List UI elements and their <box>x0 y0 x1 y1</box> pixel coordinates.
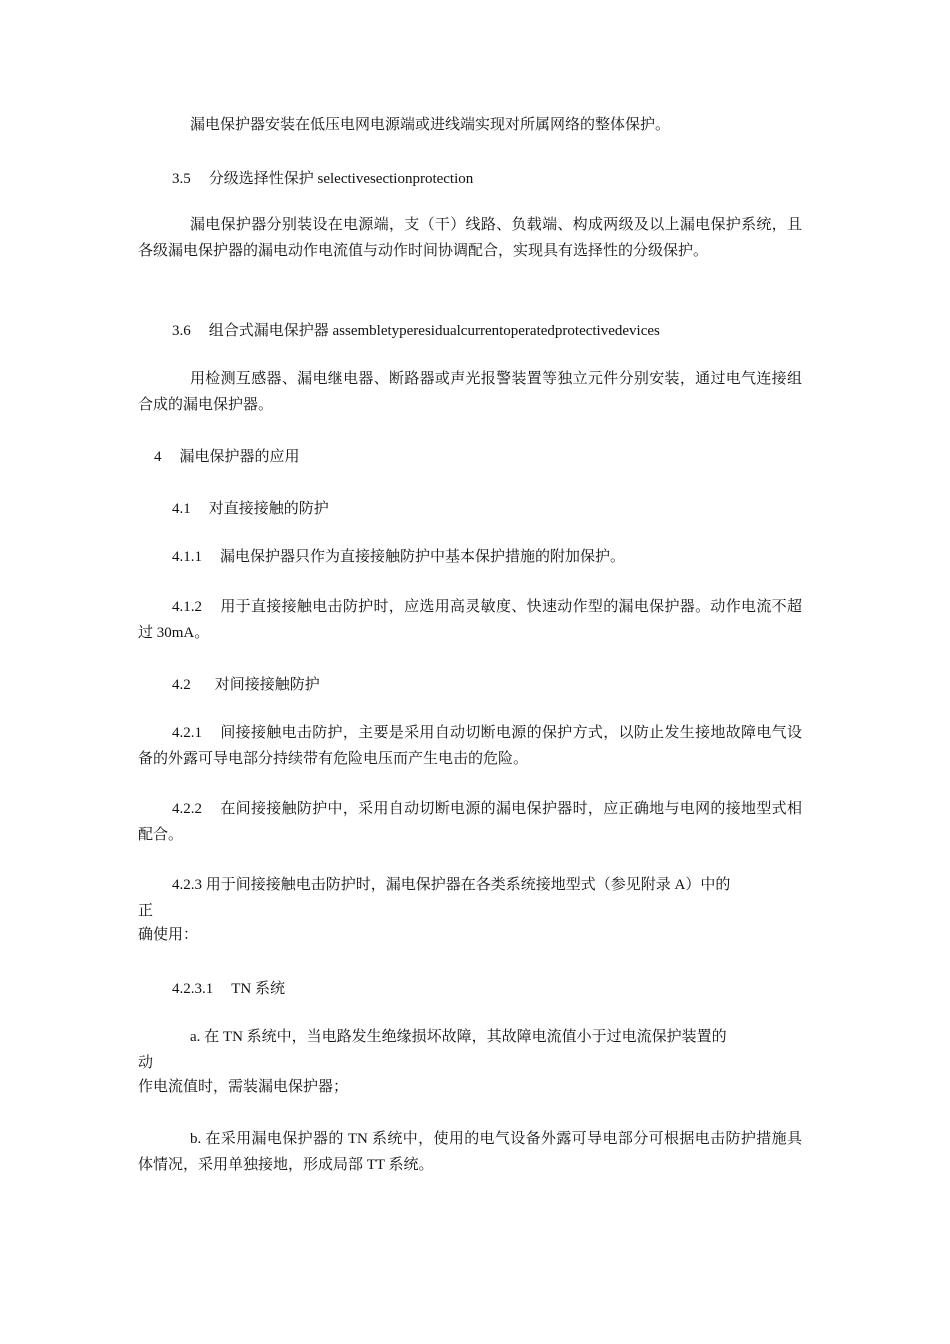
section-3-5-heading <box>138 166 802 192</box>
clause-number: 4.2.1 <box>172 725 202 741</box>
clause-4-1-1 <box>138 544 802 570</box>
clause-number: 4.1.2 <box>172 599 202 615</box>
item-line: 作电流值时，需装漏电保护器； <box>138 1079 349 1095</box>
clause-4-2-1 <box>138 720 802 772</box>
section-number: 3.6 <box>172 323 191 339</box>
section-title: 分级选择性保护 selectivesectionprotection <box>208 171 474 187</box>
clause-text: 在间接接触防护中，采用自动切断电源的漏电保护器时，应正确地与电网的接地型式相配合。 <box>138 801 802 843</box>
clause-4-1-2 <box>138 594 802 646</box>
section-number: 4.2 <box>172 677 191 693</box>
clause-4-2-2 <box>138 796 802 848</box>
section-4-heading <box>138 444 802 470</box>
section-title: 漏电保护器的应用 <box>179 449 300 465</box>
clause-text: 用于直接接触电击防护时，应选用高灵敏度、快速动作型的漏电保护器。动作电流不超过 30mA。 <box>138 599 802 641</box>
section-4-2-3-1-heading <box>138 976 802 1002</box>
clause-text: 间接接触电击防护，主要是采用自动切断电源的保护方式，以防止发生接地故障电气设备的外露可导电部分持续带有危险电压而产生电击的危险。 <box>138 725 802 767</box>
clause-line: 4.2.3 用于间接接触电击防护时，漏电保护器在各类系统接地型式（参见附录 A）中的 <box>172 877 731 893</box>
paragraph-assembled-type: 用检测互感器、漏电继电器、断路器或声光报警装置等独立元件分别安装，通过电气连接组合成的漏电保护器。 <box>138 371 802 413</box>
clause-number: 4.1.1 <box>172 549 202 565</box>
clause-text: 漏电保护器只作为直接接触防护中基本保护措施的附加保护。 <box>220 549 626 565</box>
section-4-2-heading <box>138 672 802 698</box>
section-number: 3.5 <box>172 171 191 187</box>
section-title: TN 系统 <box>231 981 285 997</box>
section-title: 对间接接触防护 <box>214 677 320 693</box>
section-number: 4.1 <box>172 501 191 517</box>
paragraph-network-protection <box>138 112 802 138</box>
paragraph-text: 漏电保护器安装在低压电网电源端或进线端实现对所属网络的整体保护。 <box>190 117 671 133</box>
paragraph-selective-protection: 漏电保护器分别装设在电源端，支（干）线路、负载端、构成两级及以上漏电保护系统，且各级漏电保护器的漏电动作电流值与动作时间协调配合，实现具有选择性的分级保护。 <box>138 217 802 259</box>
item-line: 动 <box>138 1055 154 1071</box>
clause-line: 正 <box>138 903 154 919</box>
item-b: b. 在采用漏电保护器的 TN 系统中，使用的电气设备外露可导电部分可根据电击防护措施具体情况，采用单独接地，形成局部 TT 系统。 <box>138 1131 802 1173</box>
section-title: 组合式漏电保护器 assembletyperesidualcurrentoperatedprotectivedevices <box>208 323 660 339</box>
clause-line: 确使用： <box>138 927 199 943</box>
clause-number: 4.2.2 <box>172 801 202 817</box>
section-4-1-heading <box>138 496 802 522</box>
section-3-6-heading <box>138 318 802 344</box>
item-line: a. 在 TN 系统中，当电路发生绝缘损坏故障，其故障电流值小于过电流保护装置的 <box>190 1029 727 1045</box>
section-number: 4.2.3.1 <box>172 981 214 997</box>
section-number: 4 <box>154 449 162 465</box>
section-title: 对直接接触的防护 <box>208 501 329 517</box>
